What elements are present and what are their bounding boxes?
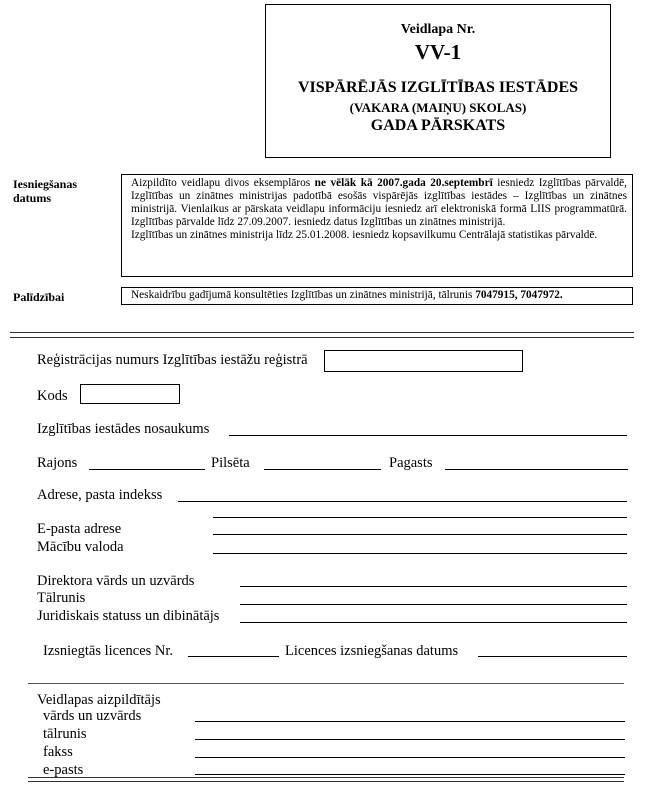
form-label: Veidlapa Nr. bbox=[400, 22, 476, 37]
form-title-box bbox=[265, 4, 611, 158]
license-no-input[interactable] bbox=[188, 656, 279, 657]
help-label: Palīdzībai bbox=[13, 290, 65, 304]
language-input[interactable] bbox=[213, 553, 627, 554]
help-box bbox=[121, 287, 633, 305]
filler-title: Veidlapas aizpildītājs bbox=[37, 692, 161, 708]
institution-name-input[interactable] bbox=[229, 435, 627, 436]
filler-fax-label: fakss bbox=[43, 744, 73, 760]
form-title-line2: (VAKARA (MAIŅU) SKOLAS) bbox=[349, 100, 527, 115]
separator-bottom bbox=[28, 777, 624, 778]
submission-text-b: iesniedz Izglītības pārvaldē, Izglītības un zinātnes ministrijas padotībā esošās vispārējās izglītības iestādes – Izglītības un zinātnes ministrijā. Vienlaikus ar pārskata veidlapu informāciju iesniedz arī elektroniskā formā LIIS programmatūrā. Izglītības pārvalde līdz 27.09.2007. iesniedz datus Izglītības un zinātnes ministrijā. bbox=[131, 177, 627, 228]
address-label: Adrese, pasta indekss bbox=[37, 487, 163, 503]
city-label: Pilsēta bbox=[211, 455, 250, 471]
phone-label: Tālrunis bbox=[37, 590, 86, 606]
form-title-line3: GADA PĀRSKATS bbox=[370, 117, 506, 134]
reg-number-input[interactable] bbox=[324, 350, 523, 372]
director-label: Direktora vārds un uzvārds bbox=[37, 573, 195, 589]
code-label: Kods bbox=[37, 388, 68, 404]
filler-name-label: vārds un uzvārds bbox=[43, 708, 142, 724]
district-input[interactable] bbox=[89, 469, 205, 470]
separator-top-inner bbox=[10, 337, 634, 338]
license-no-label: Izsniegtās licences Nr. bbox=[43, 643, 174, 659]
license-date-input[interactable] bbox=[478, 656, 627, 657]
email-label: E-pasta adrese bbox=[37, 521, 122, 537]
district-label: Rajons bbox=[37, 455, 78, 471]
filler-email-input[interactable] bbox=[195, 774, 625, 775]
license-date-label: Licences izsniegšanas datums bbox=[285, 643, 459, 659]
address-input-line2[interactable] bbox=[213, 517, 627, 518]
filler-email-label: e-pasts bbox=[43, 762, 84, 778]
submission-text-a: Aizpildīto veidlapu divos eksemplāros bbox=[131, 177, 315, 189]
submission-label-line1: Iesniegšanas bbox=[13, 177, 78, 191]
director-input[interactable] bbox=[240, 586, 627, 587]
language-label: Mācību valoda bbox=[37, 539, 124, 555]
phone-input[interactable] bbox=[240, 604, 627, 605]
submission-deadline: ne vēlāk kā 2007.gada 20.septembrī bbox=[314, 177, 493, 189]
filler-phone-input[interactable] bbox=[195, 739, 625, 740]
legal-status-label: Juridiskais statuss un dibinātājs bbox=[37, 608, 220, 624]
form-number: VV-1 bbox=[414, 40, 462, 64]
separator-bottom-inner bbox=[28, 781, 624, 782]
code-input[interactable] bbox=[80, 384, 180, 404]
parish-input[interactable] bbox=[445, 469, 628, 470]
parish-label: Pagasts bbox=[389, 455, 433, 471]
separator-top bbox=[10, 332, 634, 333]
address-input[interactable] bbox=[178, 501, 627, 502]
separator-filler bbox=[28, 683, 624, 684]
submission-label-line2: datums bbox=[13, 191, 52, 205]
reg-number-label: Reģistrācijas numurs Izglītības iestāžu reģistrā bbox=[37, 352, 308, 368]
help-phones: 7047915, 7047972. bbox=[475, 289, 563, 301]
submission-info-box bbox=[121, 174, 633, 277]
filler-fax-input[interactable] bbox=[195, 757, 625, 758]
city-input[interactable] bbox=[264, 469, 381, 470]
institution-name-label: Izglītības iestādes nosaukums bbox=[37, 421, 210, 437]
filler-phone-label: tālrunis bbox=[43, 726, 87, 742]
submission-text-c: Izglītības un zinātnes ministrija līdz 25.01.2008. iesniedz kopsavilkumu Centrālajā statistikas pārvaldē. bbox=[131, 229, 598, 241]
help-text: Neskaidrību gadījumā konsultēties Izglītības un zinātnes ministrijā, tālrunis bbox=[131, 289, 476, 301]
email-input[interactable] bbox=[213, 534, 627, 535]
legal-status-input[interactable] bbox=[240, 622, 627, 623]
submission-label bbox=[13, 177, 77, 205]
form-title-line1: VISPĀRĒJĀS IZGLĪTĪBAS IESTĀDES bbox=[297, 79, 579, 96]
filler-name-input[interactable] bbox=[195, 721, 625, 722]
